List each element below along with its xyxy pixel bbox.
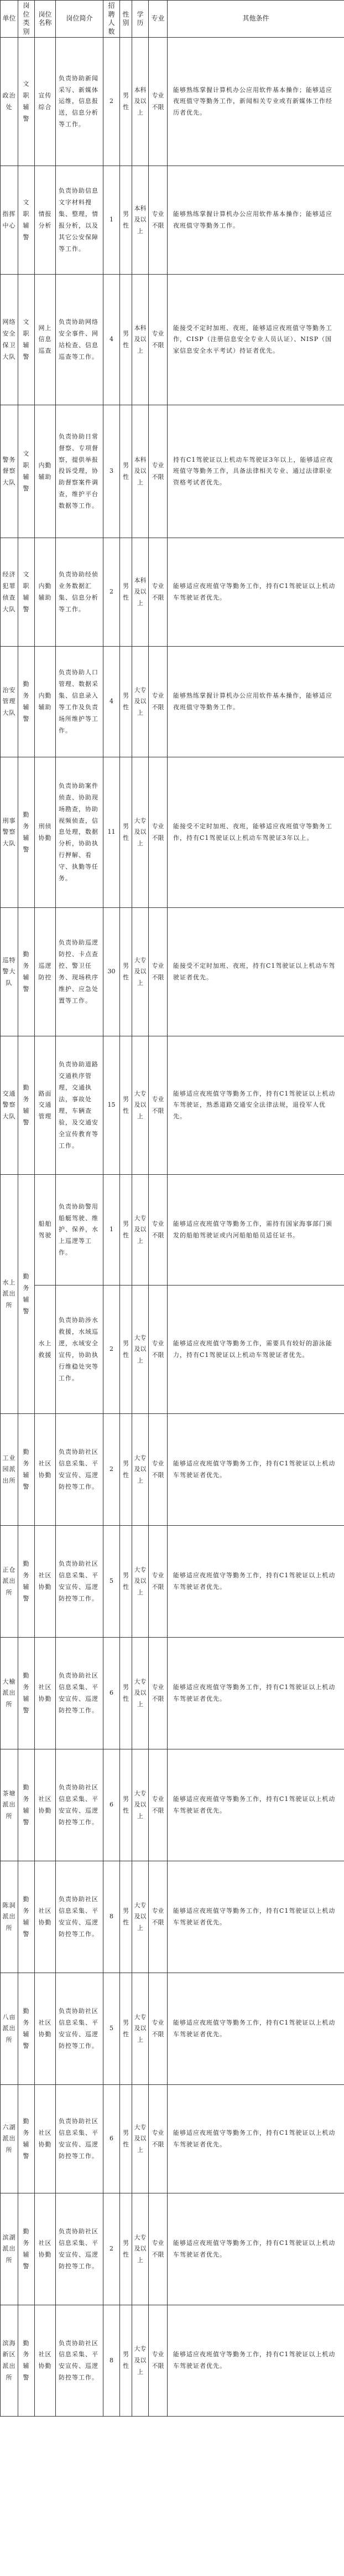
- unit-cell: 大榆派出所: [1, 1638, 18, 1749]
- position-name-cell: 社区协勤: [35, 2305, 56, 2417]
- education-cell: 大专及以上: [132, 908, 149, 1036]
- count-cell: 30: [103, 908, 120, 1036]
- position-name-cell: 社区协勤: [35, 1861, 56, 1973]
- gender-cell: 男性: [120, 538, 132, 647]
- gender-cell: 男性: [120, 405, 132, 538]
- position-intro-cell: 负责协助信息文字材料搜集、整理，情报分析，以及其它公安保障等工作。: [56, 166, 103, 275]
- conditions-cell: 能够适应夜班值守等勤务工作，需要具有较好的游泳能力，持有C1驾驶证以上机动车驾驶证者优先。: [168, 1286, 344, 1414]
- position-intro-cell: 负责协助社区信息采集、平安宣传、巡逻防控等工作。: [56, 1638, 103, 1749]
- unit-cell: 政治处: [1, 38, 18, 166]
- table-row: [1, 757, 344, 908]
- category-cell: 勤务辅警: [18, 1638, 35, 1749]
- position-intro-cell: 负责协助日常督察、专项督察，提供举报投诉受理，协助督察案件调查，维护平台数据等工作。: [56, 405, 103, 538]
- count-cell: 3: [103, 405, 120, 538]
- conditions-cell: 能够适应夜班值守等勤务工作，持有C1驾驶证以上机动车驾驶证者优先。: [168, 1861, 344, 1973]
- count-cell: 4: [103, 647, 120, 757]
- category-cell: 勤务辅警: [18, 1526, 35, 1638]
- table-row: [1, 1414, 344, 1526]
- category-cell: 勤务辅警: [18, 1036, 35, 1175]
- education-cell: 大专及以上: [132, 1286, 149, 1414]
- position-name-cell: 社区协勤: [35, 2085, 56, 2193]
- header-major: 专业: [149, 1, 168, 38]
- table-row: [1, 1749, 344, 1861]
- education-cell: 大专及以上: [132, 1749, 149, 1861]
- unit-cell: 水上派出所: [1, 1175, 18, 1414]
- position-intro-cell: 负责协助网络安全事件、网站检查、信息巡查等工作。: [56, 275, 103, 405]
- major-cell: 专业不限: [149, 1749, 168, 1861]
- category-cell: 勤务辅警: [18, 757, 35, 908]
- gender-cell: 男性: [120, 1526, 132, 1638]
- unit-cell: 警务督察大队: [1, 405, 18, 538]
- conditions-cell: 能够适应夜班值守等勤务工作，持有C1驾驶证以上机动车驾驶证者优先。: [168, 1526, 344, 1638]
- major-cell: 专业不限: [149, 2085, 168, 2193]
- conditions-cell: 能够适应夜班值守等勤务工作，持有C1驾驶证以上机动车驾驶证者优先。: [168, 538, 344, 647]
- position-name-cell: 社区协勤: [35, 1526, 56, 1638]
- category-cell: 勤务辅警: [18, 1749, 35, 1861]
- gender-cell: 男性: [120, 1175, 132, 1286]
- table-row: [1, 1036, 344, 1175]
- position-intro-cell: 负责协助案件侦查、协助现场勘查，协助视频侦查，信息处理，数据分析，协助执行押解、看守、执勤等任务。: [56, 757, 103, 908]
- count-cell: 15: [103, 1036, 120, 1175]
- conditions-cell: 持有C1驾驶证以上机动车驾驶证3年以上，能够适应夜班值守等勤务工作，具备法律相关专业、通过法律职业资格考试者优先。: [168, 405, 344, 538]
- unit-cell: 交通警察大队: [1, 1036, 18, 1175]
- count-cell: 2: [103, 538, 120, 647]
- major-cell: 专业不限: [149, 1973, 168, 2085]
- table-row: [1, 647, 344, 757]
- count-cell: 5: [103, 1973, 120, 2085]
- unit-cell: 茶塘派出所: [1, 1749, 18, 1861]
- table-row: [1, 2193, 344, 2305]
- position-intro-cell: 负责协助社区信息采集、平安宣传、巡逻防控等工作。: [56, 1861, 103, 1973]
- unit-cell: 网络安全保卫大队: [1, 275, 18, 405]
- position-name-cell: 社区协勤: [35, 2193, 56, 2305]
- major-cell: 专业不限: [149, 1861, 168, 1973]
- position-name-cell: 社区协勤: [35, 1973, 56, 2085]
- table-row: [1, 1638, 344, 1749]
- table-row: [1, 38, 344, 166]
- gender-cell: 男性: [120, 1861, 132, 1973]
- count-cell: 5: [103, 1526, 120, 1638]
- table-row: [1, 1526, 344, 1638]
- unit-cell: 经济犯罪侦查大队: [1, 538, 18, 647]
- header-position-name: 岗位名称: [35, 1, 56, 38]
- category-cell: 勤务辅警: [18, 2305, 35, 2417]
- conditions-cell: 能够适应夜班值守等勤务工作，持有C1驾驶证以上机动车驾驶证者优先。: [168, 1638, 344, 1749]
- count-cell: 1: [103, 166, 120, 275]
- education-cell: 大专及以上: [132, 2085, 149, 2193]
- gender-cell: 男性: [120, 1638, 132, 1749]
- position-intro-cell: 负责协助警用船艇驾驶、维护、保养，水上巡逻等工作。: [56, 1175, 103, 1286]
- gender-cell: 男性: [120, 647, 132, 757]
- position-name-cell: 内勤辅助: [35, 538, 56, 647]
- unit-cell: 刑事警察大队: [1, 757, 18, 908]
- gender-cell: 男性: [120, 2305, 132, 2417]
- table-row: [1, 1286, 344, 1414]
- position-intro-cell: 负责协助社区信息采集、平安宣传、巡逻防控等工作。: [56, 2085, 103, 2193]
- gender-cell: 男性: [120, 2085, 132, 2193]
- gender-cell: 男性: [120, 1973, 132, 2085]
- position-intro-cell: 负责协助新闻采写、新媒体运维，信息报送，信息分析等工作。: [56, 38, 103, 166]
- gender-cell: 男性: [120, 275, 132, 405]
- category-cell: 勤务辅警: [18, 1973, 35, 2085]
- table-row: [1, 275, 344, 405]
- position-name-cell: 内勤辅助: [35, 647, 56, 757]
- category-cell: 文职辅警: [18, 405, 35, 538]
- unit-cell: 巡特警大队: [1, 908, 18, 1036]
- position-intro-cell: 负责协助人口管理、数据采集、信息录入等工作及负责场所维护等工作。: [56, 647, 103, 757]
- count-cell: 6: [103, 1749, 120, 1861]
- major-cell: 专业不限: [149, 538, 168, 647]
- conditions-cell: 能够适应夜班值守等勤务工作，持有C1驾驶证以上机动车驾驶证者优先。: [168, 2305, 344, 2417]
- unit-cell: 正仓派出所: [1, 1526, 18, 1638]
- education-cell: 本科及以上: [132, 38, 149, 166]
- major-cell: 专业不限: [149, 1414, 168, 1526]
- header-other-conditions: 其他条件: [168, 1, 344, 38]
- table-row: [1, 1973, 344, 2085]
- unit-cell: 六湖派出所: [1, 2085, 18, 2193]
- header-gender: 性别: [120, 1, 132, 38]
- education-cell: 大专及以上: [132, 2305, 149, 2417]
- position-intro-cell: 负责协助社区信息采集、平安宣传、巡逻防控等工作。: [56, 2305, 103, 2417]
- gender-cell: 男性: [120, 1414, 132, 1526]
- position-intro-cell: 负责协助社区信息采集、平安宣传、巡逻防控等工作。: [56, 1749, 103, 1861]
- count-cell: 8: [103, 1861, 120, 1973]
- table-row: [1, 1175, 344, 1286]
- major-cell: 专业不限: [149, 647, 168, 757]
- gender-cell: 男性: [120, 38, 132, 166]
- conditions-cell: 能接受不定时加班、夜班，能够适应夜班值守等勤务工作，持有C1驾驶证以上机动车驾驶证3年以上。: [168, 757, 344, 908]
- conditions-cell: 能够适应夜班值守等勤务工作，持有C1驾驶证以上机动车驾驶证者优先。: [168, 1973, 344, 2085]
- table-row: [1, 2085, 344, 2193]
- unit-cell: 治安管理大队: [1, 647, 18, 757]
- gender-cell: 男性: [120, 1036, 132, 1175]
- conditions-cell: 能够适应夜班值守等勤务工作，持有C1驾驶证以上机动车驾驶证者优先。: [168, 1414, 344, 1526]
- major-cell: 专业不限: [149, 2305, 168, 2417]
- count-cell: 1: [103, 1175, 120, 1286]
- education-cell: 本科及以上: [132, 405, 149, 538]
- gender-cell: 男性: [120, 908, 132, 1036]
- position-intro-cell: 负责协助道路交通秩序管理，交通执法，事故处理，车辆查验，及交通安全宣传教育等工作。: [56, 1036, 103, 1175]
- position-name-cell: 社区协勤: [35, 1749, 56, 1861]
- position-intro-cell: 负责协助巡逻防控、卡点查控、警卫任务、现场秩序维护、应急处置等工作。: [56, 908, 103, 1036]
- position-name-cell: 水上救援: [35, 1286, 56, 1414]
- major-cell: 专业不限: [149, 1526, 168, 1638]
- education-cell: 本科及以上: [132, 166, 149, 275]
- major-cell: 专业不限: [149, 38, 168, 166]
- education-cell: 本科及以上: [132, 275, 149, 405]
- conditions-cell: 能够适应夜班值守等勤务工作，需持有国家海事部门颁发的船舶驾驶证或内河船舶船员适任证书。: [168, 1175, 344, 1286]
- gender-cell: 男性: [120, 757, 132, 908]
- count-cell: 6: [103, 2085, 120, 2193]
- position-name-cell: 巡逻防控: [35, 908, 56, 1036]
- unit-cell: 滨湖派出所: [1, 2193, 18, 2305]
- education-cell: 大专及以上: [132, 1861, 149, 1973]
- conditions-cell: 能够熟练掌握计算机办公应用软件基本操作；能够适应夜班值守等勤务工作。: [168, 166, 344, 275]
- position-name-cell: 路面交通管理: [35, 1036, 56, 1175]
- header-row: [1, 1, 344, 38]
- conditions-cell: 能够熟练掌握计算机办公应用软件基本操作；能够适应夜班值守等勤务工作，新闻相关专业或有新媒体工作经历者优先。: [168, 38, 344, 166]
- education-cell: 大专及以上: [132, 757, 149, 908]
- position-name-cell: 社区协勤: [35, 1638, 56, 1749]
- table-row: [1, 1861, 344, 1973]
- conditions-cell: 能够适应夜班值守等勤务工作，持有C1驾驶证以上机动车驾驶证者优先。: [168, 1749, 344, 1861]
- table-row: [1, 405, 344, 538]
- category-cell: 勤务辅警: [18, 1175, 35, 1414]
- position-intro-cell: 负责协助社区信息采集、平安宣传、巡逻防控等工作。: [56, 2193, 103, 2305]
- position-intro-cell: 负责协助社区信息采集、平安宣传、巡逻防控等工作。: [56, 1526, 103, 1638]
- position-name-cell: 刑侦协勤: [35, 757, 56, 908]
- position-name-cell: 网上信息巡查: [35, 275, 56, 405]
- header-unit: 单位: [1, 1, 18, 38]
- table-row: [1, 166, 344, 275]
- count-cell: 6: [103, 1638, 120, 1749]
- category-cell: 文职辅警: [18, 538, 35, 647]
- conditions-cell: 能够适应夜班值守等勤务工作，持有C1驾驶证以上机动车驾驶证者优先。: [168, 2085, 344, 2193]
- major-cell: 专业不限: [149, 757, 168, 908]
- major-cell: 专业不限: [149, 275, 168, 405]
- count-cell: 2: [103, 1286, 120, 1414]
- position-intro-cell: 负责协助社区信息采集、平安宣传、巡逻防控等工作。: [56, 1414, 103, 1526]
- unit-cell: 工业园派出所: [1, 1414, 18, 1526]
- position-intro-cell: 负责协助涉水救援，水域巡逻，水域安全宣传，协助执行维稳处突等工作。: [56, 1286, 103, 1414]
- category-cell: 文职辅警: [18, 166, 35, 275]
- header-education: 学历: [132, 1, 149, 38]
- table-row: [1, 2305, 344, 2417]
- education-cell: 本科及以上: [132, 538, 149, 647]
- position-name-cell: 社区协勤: [35, 1414, 56, 1526]
- major-cell: 专业不限: [149, 1286, 168, 1414]
- gender-cell: 男性: [120, 166, 132, 275]
- count-cell: 11: [103, 757, 120, 908]
- category-cell: 文职辅警: [18, 38, 35, 166]
- major-cell: 专业不限: [149, 1638, 168, 1749]
- conditions-cell: 能够适应夜班值守等勤务工作，持有C1驾驶证以上机动车驾驶证，熟悉道路交通安全法律法规，退役军人优先。: [168, 1036, 344, 1175]
- education-cell: 大专及以上: [132, 1638, 149, 1749]
- table-row: [1, 908, 344, 1036]
- education-cell: 大专及以上: [132, 1414, 149, 1526]
- gender-cell: 男性: [120, 1749, 132, 1861]
- category-cell: 勤务辅警: [18, 647, 35, 757]
- category-cell: 勤务辅警: [18, 908, 35, 1036]
- education-cell: 大专及以上: [132, 2193, 149, 2305]
- category-cell: 文职辅警: [18, 275, 35, 405]
- conditions-cell: 能接受不定时加班、夜班，持有C1驾驶证以上机动车驾驶证者优先。: [168, 908, 344, 1036]
- count-cell: 2: [103, 1414, 120, 1526]
- position-intro-cell: 负责协助社区信息采集、平安宣传、巡逻防控等工作。: [56, 1973, 103, 2085]
- header-category: 岗位类别: [18, 1, 35, 38]
- position-name-cell: 船舶驾驶: [35, 1175, 56, 1286]
- education-cell: 大专及以上: [132, 1175, 149, 1286]
- conditions-cell: 能接受不定时加班、夜班，能够适应夜班值守等勤务工作，CISP（注册信息安全专业人员认证）、NISP（国家信息安全水平考试）持证者优先。: [168, 275, 344, 405]
- category-cell: 勤务辅警: [18, 1414, 35, 1526]
- unit-cell: 陈洞派出所: [1, 1861, 18, 1973]
- position-name-cell: 内勤辅助: [35, 405, 56, 538]
- category-cell: 勤务辅警: [18, 2085, 35, 2193]
- gender-cell: 男性: [120, 1286, 132, 1414]
- unit-cell: 指挥中心: [1, 166, 18, 275]
- gender-cell: 男性: [120, 2193, 132, 2305]
- unit-cell: 八亩派出所: [1, 1973, 18, 2085]
- education-cell: 大专及以上: [132, 1973, 149, 2085]
- count-cell: 8: [103, 2305, 120, 2417]
- category-cell: 勤务辅警: [18, 1861, 35, 1973]
- position-intro-cell: 负责协助经侦业务数据汇集、信息分析等工作。: [56, 538, 103, 647]
- education-cell: 大专及以上: [132, 647, 149, 757]
- count-cell: 4: [103, 275, 120, 405]
- conditions-cell: 能够熟练掌握计算机办公应用软件基本操作，能够适应夜班值守等勤务工作。: [168, 647, 344, 757]
- header-position-intro: 岗位简介: [56, 1, 103, 38]
- count-cell: 2: [103, 2193, 120, 2305]
- major-cell: 专业不限: [149, 2193, 168, 2305]
- education-cell: 大专及以上: [132, 1526, 149, 1638]
- position-name-cell: 宣传综合: [35, 38, 56, 166]
- major-cell: 专业不限: [149, 1036, 168, 1175]
- unit-cell: 滨海新区派出所: [1, 2305, 18, 2417]
- count-cell: 2: [103, 38, 120, 166]
- header-count: 招聘人数: [103, 1, 120, 38]
- category-cell: 勤务辅警: [18, 2193, 35, 2305]
- table-row: [1, 538, 344, 647]
- major-cell: 专业不限: [149, 908, 168, 1036]
- conditions-cell: 能够适应夜班值守等勤务工作，持有C1驾驶证以上机动车驾驶证者优先。: [168, 2193, 344, 2305]
- education-cell: 大专及以上: [132, 1036, 149, 1175]
- major-cell: 专业不限: [149, 166, 168, 275]
- position-name-cell: 情报分析: [35, 166, 56, 275]
- major-cell: 专业不限: [149, 1175, 168, 1286]
- major-cell: 专业不限: [149, 405, 168, 538]
